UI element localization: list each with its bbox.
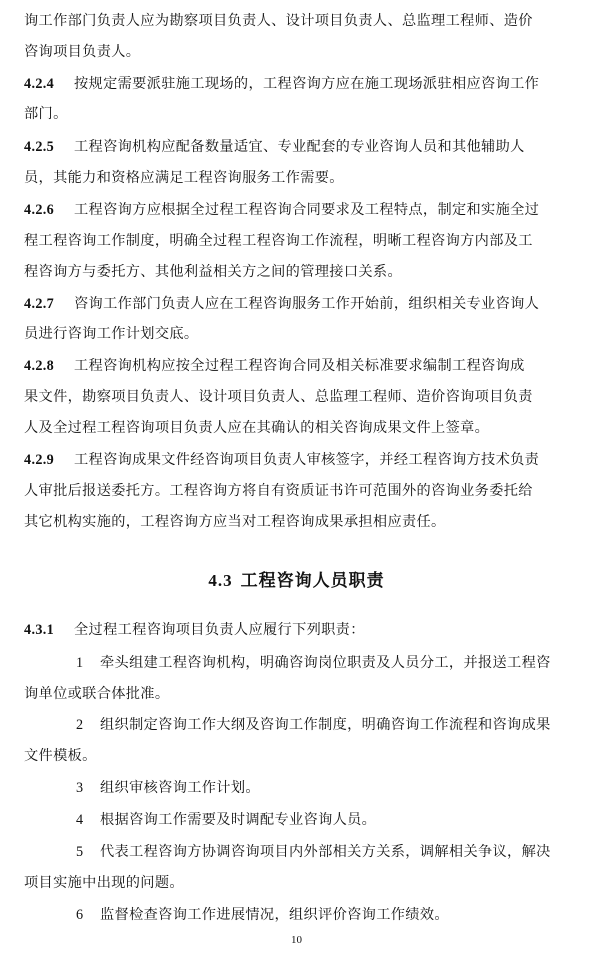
clause-text: 工程咨询机构应按全过程工程咨询合同及相关标准要求编制工程咨询成	[74, 358, 525, 374]
clause-4-3-1	[24, 621, 571, 640]
text-line: 项目实施中出现的问题。	[24, 875, 184, 891]
text-line: 人及全过程工程咨询项目负责人应在其确认的相关咨询成果文件上签章。	[24, 420, 490, 436]
clause-4-2-7	[24, 295, 571, 314]
text-line: 人审批后报送委托方。工程咨询方将自有资质证书许可范围外的咨询业务委托给	[24, 483, 533, 499]
list-item-1	[24, 654, 571, 673]
clause-4-2-9	[24, 451, 571, 470]
text-line: 程工程咨询工作制度，明确全过程工程咨询工作流程，明晰工程咨询方内部及工	[24, 233, 533, 249]
item-text: 牵头组建工程咨询机构，明确咨询岗位职责及人员分工，并报送工程咨	[100, 655, 551, 671]
clause-4-2-8	[24, 357, 571, 376]
clause-number: 4.2.4	[24, 76, 55, 92]
text-line: 文件模板。	[24, 748, 97, 764]
clause-text: 工程咨询成果文件经咨询项目负责人审核签字，并经工程咨询方技术负责	[74, 452, 540, 468]
text-line: 员，其能力和资格应满足工程咨询服务工作需要。	[24, 170, 344, 186]
clause-text: 工程咨询机构应配备数量适宜、专业配套的专业咨询人员和其他辅助人	[74, 139, 525, 155]
text-line: 咨询项目负责人。	[24, 44, 141, 60]
clause-text: 按规定需要派驻施工现场的，工程咨询方应在施工现场派驻相应咨询工作	[74, 76, 540, 92]
clause-4-2-6	[24, 201, 571, 220]
clause-4-2-4	[24, 75, 571, 94]
clause-4-2-5	[24, 138, 571, 157]
text-line: 程咨询方与委托方、其他利益相关方之间的管理接口关系。	[24, 264, 402, 280]
text-line: 果文件，勘察项目负责人、设计项目负责人、总监理工程师、造价咨询项目负责	[24, 389, 533, 405]
clause-text: 全过程工程咨询项目负责人应履行下列职责：	[74, 622, 365, 638]
list-item-5	[24, 843, 571, 862]
item-text: 组织审核咨询工作计划。	[100, 780, 260, 796]
list-item-4	[24, 811, 571, 830]
item-text: 监督检查咨询工作进展情况，组织评价咨询工作绩效。	[100, 907, 449, 923]
section-number: 4.3	[208, 571, 233, 590]
item-number: 4	[76, 812, 84, 828]
page-number: 10	[291, 934, 302, 946]
clause-number: 4.2.9	[24, 452, 55, 468]
text-line: 询单位或联合体批准。	[24, 686, 170, 702]
item-number: 2	[76, 717, 84, 733]
item-text: 代表工程咨询方协调咨询项目内外部相关方关系，调解相关争议，解决	[100, 844, 551, 860]
item-number: 5	[76, 844, 84, 860]
item-number: 6	[76, 907, 84, 923]
text-line: 部门。	[24, 106, 68, 122]
text-line: 员进行咨询工作计划交底。	[24, 326, 199, 342]
list-item-3	[24, 779, 571, 798]
list-item-6	[24, 906, 571, 925]
clause-text: 咨询工作部门负责人应在工程咨询服务工作开始前，组织相关专业咨询人	[74, 296, 540, 312]
text-line: 询工作部门负责人应为勘察项目负责人、设计项目负责人、总监理工程师、造价	[24, 13, 533, 29]
item-number: 1	[76, 655, 84, 671]
list-item-2	[24, 716, 571, 735]
clause-number: 4.2.5	[24, 139, 55, 155]
section-heading	[0, 566, 593, 591]
clause-number: 4.3.1	[24, 622, 55, 638]
clause-number: 4.2.8	[24, 358, 55, 374]
clause-number: 4.2.6	[24, 202, 55, 218]
item-text: 组织制定咨询工作大纲及咨询工作制度，明确咨询工作流程和咨询成果	[100, 717, 551, 733]
clause-text: 工程咨询方应根据全过程工程咨询合同要求及工程特点，制定和实施全过	[74, 202, 540, 218]
text-line: 其它机构实施的，工程咨询方应当对工程咨询成果承担相应责任。	[24, 514, 446, 530]
section-title: 工程咨询人员职责	[240, 571, 385, 591]
item-number: 3	[76, 780, 84, 796]
item-text: 根据咨询工作需要及时调配专业咨询人员。	[100, 812, 377, 828]
clause-number: 4.2.7	[24, 296, 55, 312]
